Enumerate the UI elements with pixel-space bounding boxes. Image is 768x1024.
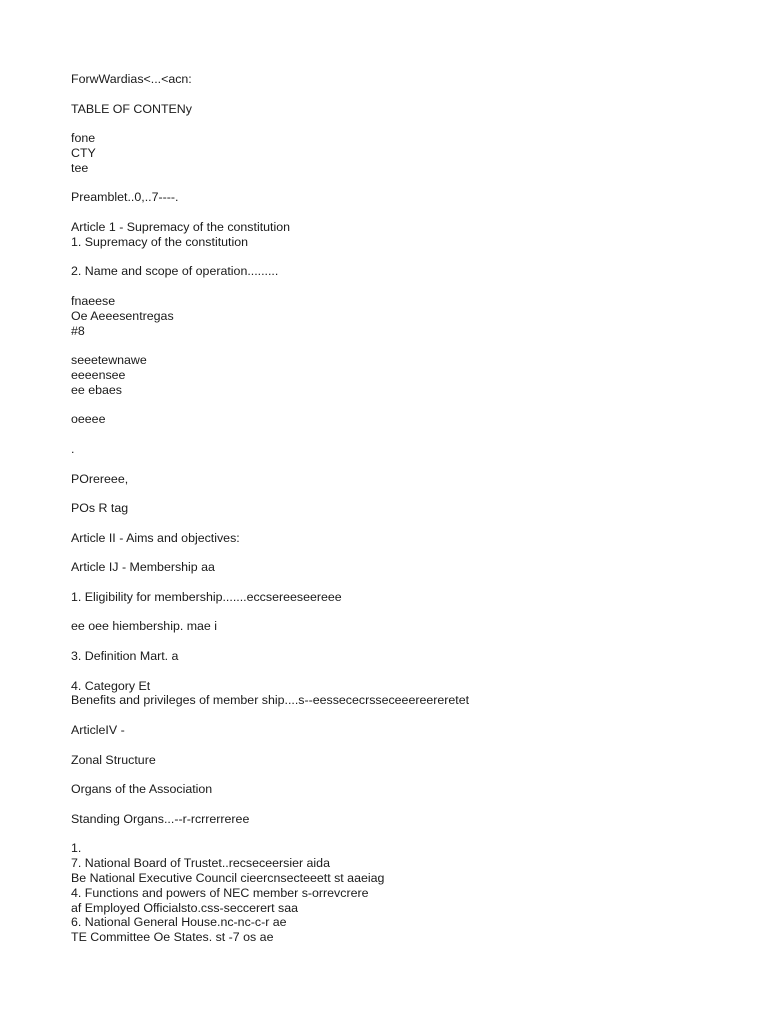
article-block (71, 560, 741, 575)
text-line: tee (71, 160, 89, 175)
text-line: ee ebaes (71, 382, 122, 397)
toc-entry: 1. Supremacy of the constitution (71, 234, 249, 249)
text-block (71, 501, 741, 516)
article-heading: Article IJ - Membership aa (71, 560, 215, 575)
toc-entry: Preamblet..0,..7----. (71, 190, 179, 205)
text-block (71, 412, 741, 427)
article-block (71, 723, 741, 738)
text-line: . (71, 441, 75, 456)
article-block (71, 220, 741, 250)
toc-entry-block (71, 679, 741, 709)
text-block (71, 442, 741, 457)
text-line: Oe Aeeesentregas (71, 308, 174, 323)
toc-entry: af Employed Officialsto.css-seccerert saa (71, 900, 299, 915)
toc-entry: 7. National Board of Trustet..recseceersier aida (71, 856, 330, 871)
document-page (71, 72, 741, 960)
text-line: #8 (71, 323, 85, 338)
text-line: eeeensee (71, 367, 126, 382)
toc-entry: Organs of the Association (71, 782, 213, 797)
toc-entry: 4. Functions and powers of NEC member s-orrevcrere (71, 885, 369, 900)
text-line: seeetewnawe (71, 353, 147, 368)
text-line: fnaeese (71, 293, 116, 308)
toc-entry: TE Committee Oe States. st -7 os ae (71, 930, 274, 945)
toc-entry-block (71, 590, 741, 605)
toc-entry: 1. Eligibility for membership.......eccsereeseereee (71, 589, 342, 604)
toc-entry: 6. National General House.nc-nc-c-r ae (71, 915, 287, 930)
toc-entry-block (71, 782, 741, 797)
toc-entry: Standing Organs...--r-rcrrerreree (71, 811, 250, 826)
toc-entry-block (71, 190, 741, 205)
toc-entry: 3. Definition Mart. a (71, 649, 179, 664)
text-block (71, 353, 741, 397)
article-block (71, 531, 741, 546)
text-block (71, 72, 741, 87)
text-line: POs R tag (71, 501, 129, 516)
toc-entry-block (71, 753, 741, 768)
text-block (71, 131, 741, 175)
text-block (71, 294, 741, 338)
text-line: POrereee, (71, 471, 129, 486)
text-block (71, 472, 741, 487)
toc-entry-block (71, 619, 741, 634)
toc-title-block (71, 102, 741, 117)
text-line: oeeee (71, 412, 106, 427)
toc-entry: 4. Category Et (71, 678, 151, 693)
toc-entry: 2. Name and scope of operation......... (71, 264, 279, 279)
toc-entry-block (71, 812, 741, 827)
toc-entry: Zonal Structure (71, 752, 156, 767)
article-heading: Article II - Aims and objectives: (71, 530, 240, 545)
toc-entry-block (71, 264, 741, 279)
toc-entry-block (71, 649, 741, 664)
toc-entry: 1. (71, 841, 82, 856)
toc-title: TABLE OF CONTENy (71, 101, 192, 116)
heading-line: ForwWardias<...<acn: (71, 72, 192, 86)
text-line: fone (71, 131, 96, 146)
article-heading: Article 1 - Supremacy of the constitution (71, 219, 291, 234)
toc-list-block (71, 841, 741, 945)
toc-entry: Benefits and privileges of member ship....s--eessececrsseceeereereretet (71, 693, 470, 708)
toc-entry: ee oee hiembership. mae i (71, 619, 218, 634)
text-line: CTY (71, 145, 96, 160)
toc-entry: Be National Executive Council cieercnsecteeett st aaeiag (71, 871, 385, 886)
article-heading: ArticleIV - (71, 723, 125, 738)
